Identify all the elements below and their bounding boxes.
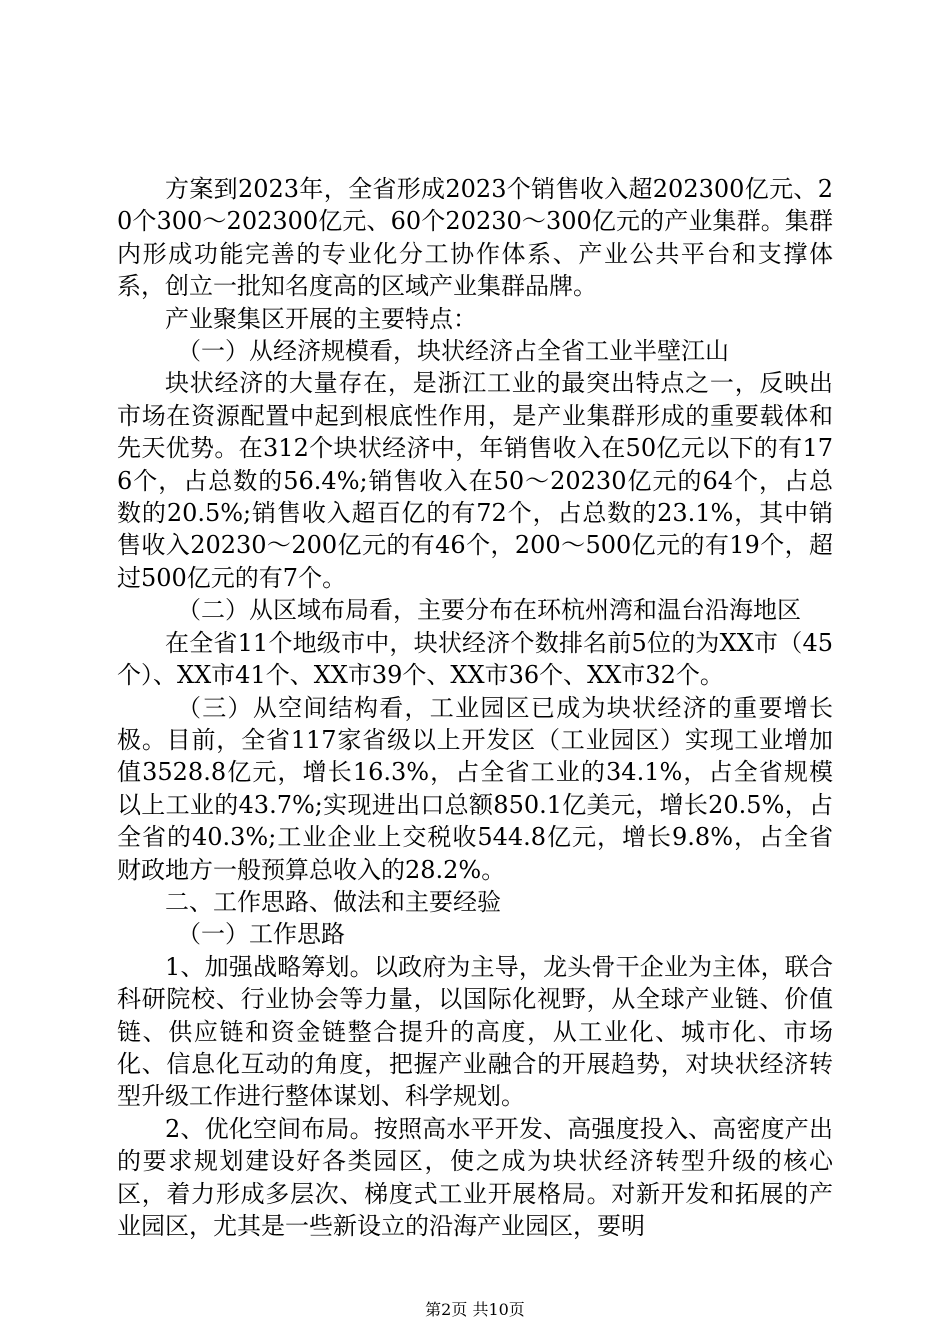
heading-work-ideas: 二、工作思路、做法和主要经验	[165, 887, 501, 916]
paragraph-regional-layout: 在全省11个地级市中，块状经济个数排名前5位的为XX市（45个）、XX市41个、XX市39个、XX市36个、XX市32个。	[117, 628, 833, 690]
paragraph-features-intro: 产业聚集区开展的主要特点：	[165, 304, 477, 333]
paragraph-spatial-layout: 2、优化空间布局。按照高水平开发、高强度投入、高密度产出的要求规划建设好各类园区，使之成为块状经济转型升级的核心区，着力形成多层次、梯度式工业开展格局。对新开发和拓展的产业园区，尤其是一些新设立的沿海产业园区，要明	[117, 1114, 833, 1240]
paragraph-spatial-structure: （三）从空间结构看，工业园区已成为块状经济的重要增长极。目前，全省117家省级以上开发区（工业园区）实现工业增加值3528.8亿元，增长16.3%，占全省工业的34.1%，占全省规模以上工业的43.7%;实现进出口总额850.1亿美元，增长20.5%，占全省的40.3%;工业企业上交税收544.8亿元，增长9.8%，占全省财政地方一般预算总收入的28.2%。	[117, 693, 833, 884]
heading-regional-layout: （二）从区域布局看，主要分布在环杭州湾和温台沿海地区	[177, 596, 801, 625]
document-body	[117, 173, 833, 1242]
paragraph-plan-target: 方案到2023年，全省形成2023个销售收入超202300亿元、20个300～202300亿元、60个20230～300亿元的产业集群。集群内形成功能完善的专业化分工协作体系、产业公共平台和支撑体系，创立一批知名度高的区域产业集群品牌。	[117, 175, 833, 301]
paragraph-economic-scale: 块状经济的大量存在，是浙江工业的最突出特点之一，反映出市场在资源配置中起到根底性作用，是产业集群形成的重要载体和先天优势。在312个块状经济中，年销售收入在50亿元以下的有176个，占总数的56.4%;销售收入在50～20230亿元的64个，占总数的20.5%;销售收入超百亿的有72个，占总数的23.1%，其中销售收入20230～200亿元的有46个，200～500亿元的有19个，超过500亿元的有7个。	[117, 369, 833, 592]
paragraph-strategic-planning: 1、加强战略筹划。以政府为主导，龙头骨干企业为主体，联合科研院校、行业协会等力量，以国际化视野，从全球产业链、价值链、供应链和资金链整合提升的高度，从工业化、城市化、市场化、信息化互动的角度，把握产业融合的开展趋势，对块状经济转型升级工作进行整体谋划、科学规划。	[117, 952, 833, 1111]
heading-economic-scale: （一）从经济规模看，块状经济占全省工业半壁江山	[177, 337, 729, 366]
heading-work-approach: （一）工作思路	[177, 920, 345, 949]
page-number-footer: 第2页 共10页	[425, 1300, 525, 1319]
